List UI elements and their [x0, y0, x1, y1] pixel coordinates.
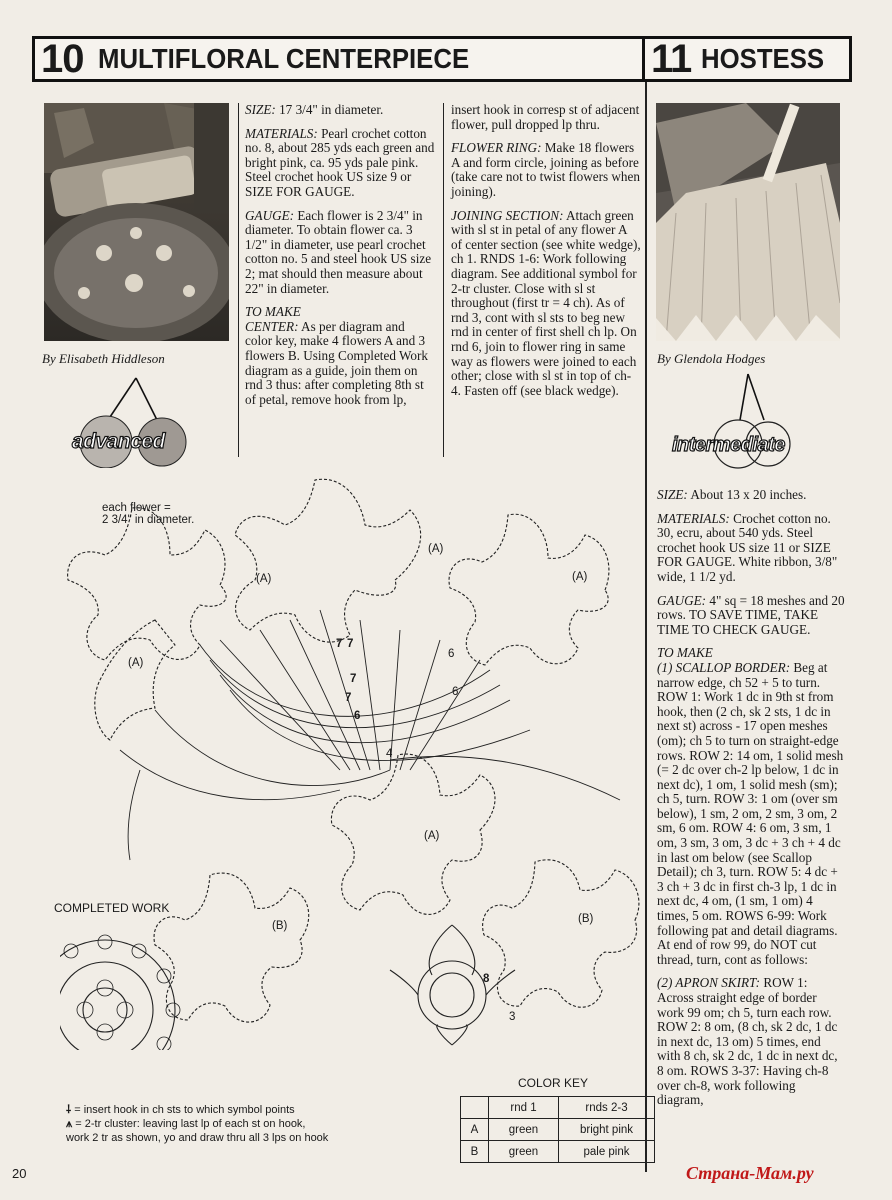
- flower-a-top: [235, 479, 421, 642]
- skill-level-label: advanced: [72, 430, 165, 453]
- materials-label: MATERIALS:: [245, 125, 318, 141]
- scallop-border-label: (1) SCALLOP BORDER:: [657, 659, 791, 675]
- pattern-10-header: [32, 36, 642, 82]
- flower-a-label: (A): [128, 657, 144, 669]
- flower-size-note-line2: 2 3/4" in diameter.: [102, 514, 195, 526]
- table-cell: rnds 2-3: [559, 1097, 655, 1119]
- apron-skirt-label: (2) APRON SKIRT:: [657, 975, 761, 991]
- flower-a-center: [331, 754, 495, 914]
- round-number-label: 6: [452, 686, 459, 698]
- center-text: As per diagram and color key, make 4 flowers A and 3 flowers B. Using Completed Work diagram as a guide, join them on rnd 3 thus: after completing 8th st of petal, remove hook from lp,: [245, 318, 428, 407]
- round-number-label: 8: [483, 973, 490, 985]
- round-number-label: 7: [345, 692, 352, 704]
- pattern-number: 10: [41, 36, 84, 81]
- color-key-table: [460, 1096, 655, 1163]
- materials-text: Crochet cotton no. 30, ecru, about 540 yds. Steel crochet hook US size 11 or SIZE FOR GAUGE. White ribbon, 3/8" wide, 1 1/2 yd.: [657, 510, 838, 584]
- pattern-title: HOSTESS: [701, 43, 825, 74]
- table-row: [461, 1097, 655, 1119]
- scallop-border-text: Beg at narrow edge, ch 52 + 5 to turn. ROW 1: Work 1 dc in 9th st from hook, then (2 ch, sk 2 sts, 1 dc in next st) across - 17 open meshes (om); ch 5 to turn on straight-edge rows. ROW 2: 14 om, 1 solid mesh (= 2 dc over ch-2 lp below, 1 dc in next dc), 1 om, 1 solid mesh (sm); ch 5, turn. ROW 3: 1 om (over sm below), 1 sm, 2 om, 2 sm, 3 om, 2 sm, 6 om. ROW 4: 6 om, 3 sm, 1 om, 3 sm, 3 om, 3 dc + 3 ch + 4 dc in last om below (see Scallop Detail); ch 3, turn. ROW 5: 4 dc + 3 ch + 3 dc in first ch-3 lp, 1 dc in next dc, 4 om, (1 sm, 1 om) 4 times, 5 om. ROWS 6-99: Work following pat and detail diagrams. At end of row 99, do NOT cut thread, turn, cont as follows:: [657, 659, 844, 967]
- legend-cluster-text: = 2-tr cluster: leaving last lp of each st on hook,: [75, 1118, 306, 1130]
- flower-a-label: (A): [424, 830, 440, 842]
- flower-a-left: [68, 508, 226, 660]
- page-number: 20: [12, 1166, 27, 1181]
- legend-insert-text: = insert hook in ch sts to which symbol points: [74, 1104, 295, 1116]
- hostess-apron-photo: [656, 103, 840, 341]
- symbol-legend: [66, 1103, 328, 1145]
- to-make-label: TO MAKE: [245, 304, 301, 320]
- section-divider: [645, 82, 647, 1172]
- round-number-label: 7: [347, 638, 354, 650]
- site-watermark: Страна-Мам.ру: [686, 1163, 814, 1183]
- joining-section-label: JOINING SECTION:: [451, 207, 564, 223]
- size-label: SIZE:: [657, 487, 688, 502]
- designer-byline: By Elisabeth Hiddleson: [42, 351, 165, 366]
- joining-section-text: Attach green with sl st in petal of any flower A of center section (see white wedge), ch 1. RNDS 1-6: Work following diagram. See additional symbol for 2-tr cluster. Close with sl st throughout (first tr = 4 ch). As of rnd 3, cont with sl sts to beg new rnd in center of first shell ch lp. On rnd 6, join to flower ring in same way as flowers were joined to each other; close with sl st in top of ch-4. Fasten off (see black wedge).: [451, 207, 641, 398]
- crochet-diagram: [60, 470, 645, 1050]
- flower-b-label: (B): [578, 913, 594, 925]
- instructions-column-1: [245, 103, 435, 407]
- flower-ring-text: Make 18 flowers A and form circle, joining as before (take care not to twist flowers when joining).: [451, 140, 640, 199]
- skill-level-label: intermediate: [672, 434, 785, 456]
- column-divider: [443, 103, 444, 457]
- materials-text: Pearl crochet cotton no. 8, about 285 yds each green and bright pink, ca. 95 yds pale pink. Steel crochet hook US size 9 or SIZE FOR GAUGE.: [245, 125, 435, 199]
- gauge-text: Each flower is 2 3/4" in diameter. To obtain flower ca. 3 1/2" in diameter, use pearl crochet cotton no. 5 and steel hook US size 2; mat should then measure about 22" in diameter.: [245, 207, 432, 296]
- insert-hook-symbol-icon: ⸸: [66, 1104, 72, 1116]
- pattern-title: MULTIFLORAL CENTERPIECE: [97, 43, 469, 74]
- round-number-label: 6: [448, 648, 455, 660]
- skill-badge-intermediate: [668, 370, 833, 470]
- center-label: CENTER:: [245, 318, 299, 334]
- completed-work-diagram: [60, 935, 180, 1050]
- table-cell: green: [489, 1119, 559, 1141]
- flower-ring-label: FLOWER RING:: [451, 140, 542, 156]
- round-number-label: 3: [509, 1011, 516, 1023]
- table-cell: green: [489, 1141, 559, 1163]
- table-row: [461, 1141, 655, 1163]
- flower-a-right: [449, 514, 609, 665]
- gauge-label: GAUGE:: [657, 592, 707, 608]
- size-label: SIZE:: [245, 102, 276, 117]
- flower-b-right: [483, 860, 639, 1007]
- table-cell: [461, 1097, 489, 1119]
- hostess-instructions-column: [657, 488, 845, 1108]
- skill-badge-advanced: [66, 372, 206, 468]
- instructions-column-2: [451, 103, 641, 407]
- round-number-label: 4: [386, 748, 393, 760]
- table-cell: bright pink: [559, 1119, 655, 1141]
- round-number-label: 7: [350, 673, 357, 685]
- pattern-11-header: [642, 36, 852, 82]
- column-divider: [238, 103, 239, 457]
- designer-byline: By Glendola Hodges: [657, 351, 766, 366]
- flower-a-label: (A): [572, 571, 588, 583]
- color-key-title: COLOR KEY: [518, 1076, 589, 1090]
- table-row: [461, 1119, 655, 1141]
- table-cell: rnd 1: [489, 1097, 559, 1119]
- round-number-label: 6: [354, 710, 361, 722]
- flower-size-note: [102, 502, 194, 526]
- apron-skirt-text: ROW 1: Across straight edge of border work 99 om; ch 5, turn each row. ROW 2: 8 om, (8 ch, sk 2 dc, 1 dc in next dc, 13 om) 5 times, end with 8 ch, sk 2 dc, 1 dc in next dc, 8 om. ROWS 3-37: Having ch-8 over ch-8, work following diagram,: [657, 975, 838, 1108]
- table-cell: B: [461, 1141, 489, 1163]
- continued-text: insert hook in corresp st of adjacent flower, pull dropped lp thru.: [451, 102, 640, 132]
- flower-b-left: [154, 873, 309, 1022]
- cluster-symbol-icon: ⩚: [66, 1118, 73, 1130]
- completed-work-label: COMPLETED WORK: [54, 901, 170, 915]
- size-text: About 13 x 20 inches.: [687, 487, 807, 502]
- to-make-label: TO MAKE: [657, 645, 713, 661]
- pattern-number: 11: [651, 36, 692, 81]
- table-cell: A: [461, 1119, 489, 1141]
- legend-cluster-text-cont: work 2 tr as shown, yo and draw thru all 3 lps on hook: [66, 1132, 329, 1144]
- size-text: 17 3/4" in diameter.: [275, 102, 384, 117]
- gauge-text: 4" sq = 18 meshes and 20 rows. TO SAVE TIME, TAKE TIME TO CHECK GAUGE.: [657, 592, 845, 637]
- flower-a-label: (A): [256, 573, 272, 585]
- flower-size-note-line1: each flower =: [102, 502, 171, 514]
- round-number-label: 7: [336, 638, 343, 650]
- gauge-label: GAUGE:: [245, 207, 295, 223]
- table-cell: pale pink: [559, 1141, 655, 1163]
- flower-b-label: (B): [272, 920, 288, 932]
- materials-label: MATERIALS:: [657, 510, 730, 526]
- centerpiece-photo: [44, 103, 229, 341]
- flower-a-label: (A): [428, 543, 444, 555]
